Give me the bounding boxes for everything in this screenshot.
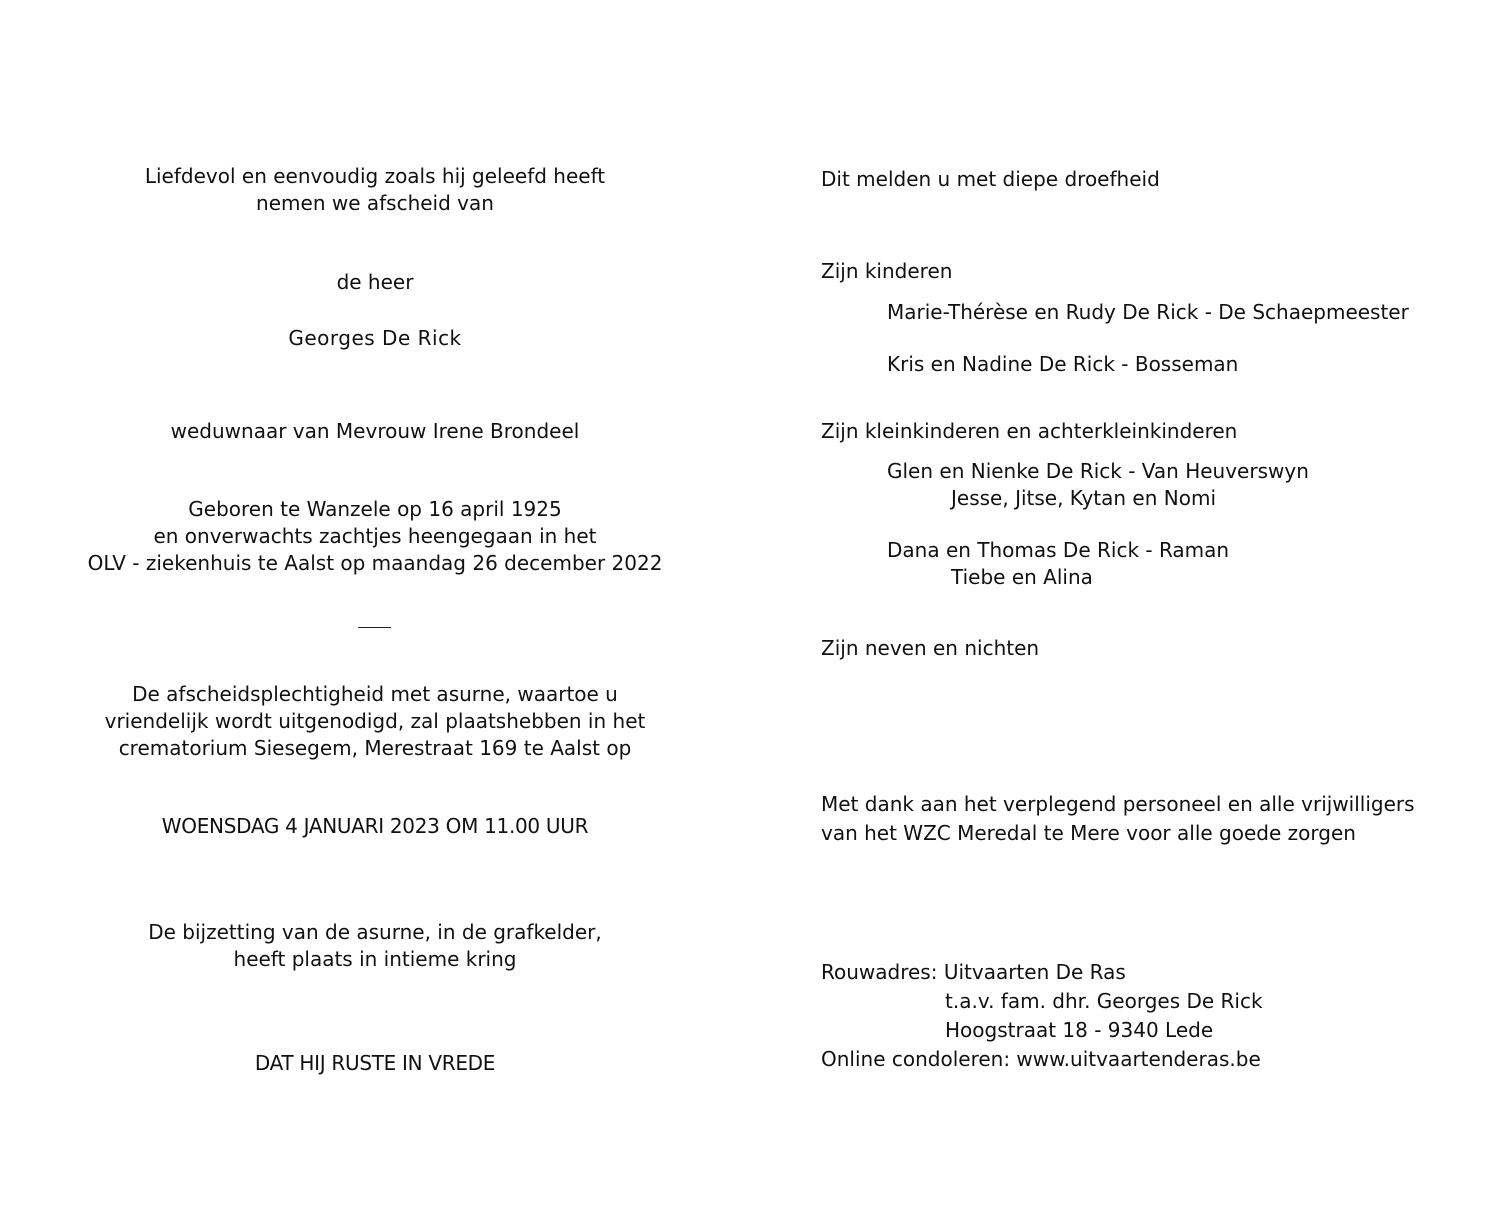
widower-line: weduwnaar van Mevrouw Irene Brondeel (170, 419, 580, 443)
death-line-1: en onverwachts zachtjes heengegaan in het (153, 524, 597, 548)
divider (358, 627, 391, 628)
child-1: Marie-Thérèse en Rudy De Rick - De Schaepmeester (887, 300, 1409, 324)
intro-line-2: nemen we afscheid van (256, 191, 494, 215)
birth-line: Geboren te Wanzele op 16 april 1925 (188, 497, 562, 521)
ceremony-line-1: De afscheidsplechtigheid met asurne, waartoe u (132, 682, 618, 706)
deceased-name: Georges De Rick (288, 326, 462, 350)
interment-line-2: heeft plaats in intieme kring (233, 947, 517, 971)
death-line-2: OLV - ziekenhuis te Aalst op maandag 26 december 2022 (87, 551, 663, 575)
address-line-2: t.a.v. fam. dhr. Georges De Rick (945, 989, 1263, 1013)
online-condolence: Online condoleren: www.uitvaartenderas.be (821, 1047, 1261, 1071)
intro-line-1: Liefdevol en eenvoudig zoals hij geleefd heeft (144, 164, 606, 188)
thanks-line-2: van het WZC Meredal te Mere voor alle goede zorgen (821, 821, 1356, 845)
great-grandchildren-1: Jesse, Jitse, Kytan en Nomi (951, 486, 1216, 510)
announce-line: Dit melden u met diepe droefheid (821, 167, 1160, 191)
ceremony-line-3: crematorium Siesegem, Merestraat 169 te Aalst op (118, 736, 632, 760)
address-line-3: Hoogstraat 18 - 9340 Lede (945, 1018, 1214, 1042)
great-grandchildren-2: Tiebe en Alina (951, 565, 1093, 589)
ceremony-date: WOENSDAG 4 JANUARI 2023 OM 11.00 UUR (161, 814, 589, 838)
honorific: de heer (336, 270, 414, 294)
thanks-line-1: Met dank aan het verplegend personeel en alle vrijwilligers (821, 792, 1415, 816)
closing-line: DAT HIJ RUSTE IN VREDE (254, 1051, 496, 1075)
address-line-1: Rouwadres: Uitvaarten De Ras (821, 960, 1126, 984)
grandchildren-heading: Zijn kleinkinderen en achterkleinkinderen (821, 419, 1238, 443)
grandchild-couple-1: Glen en Nienke De Rick - Van Heuverswyn (887, 459, 1309, 483)
cousins-line: Zijn neven en nichten (821, 636, 1040, 660)
children-heading: Zijn kinderen (821, 259, 953, 283)
ceremony-line-2: vriendelijk wordt uitgenodigd, zal plaatshebben in het (104, 709, 646, 733)
grandchild-couple-2: Dana en Thomas De Rick - Raman (887, 538, 1230, 562)
child-2: Kris en Nadine De Rick - Bosseman (887, 352, 1239, 376)
interment-line-1: De bijzetting van de asurne, in de grafkelder, (148, 920, 602, 944)
